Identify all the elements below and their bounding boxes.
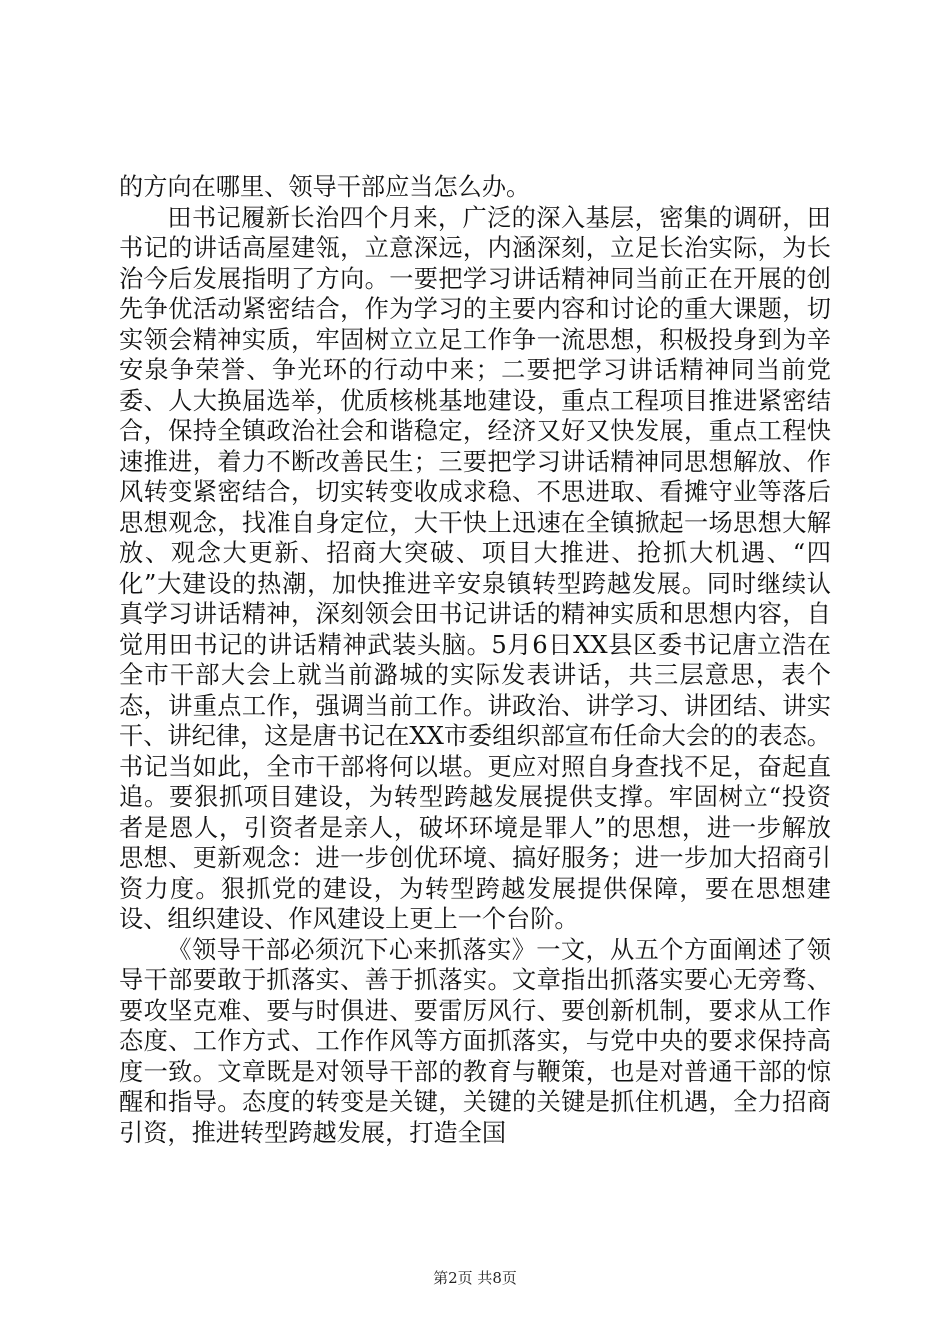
paragraph-speech-summary: 田书记履新长治四个月来，广泛的深入基层，密集的调研，田书记的讲话高屋建瓴，立意深远，内涵深刻，立足长治实际，为长治今后发展指明了方向。一要把学习讲话精神同当前正在开展的创先争优活动紧密结合，作为学习的主要内容和讨论的重大课题，切实领会精神实质，牢固树立立足工作争一流思想，积极投身到为辛安泉争荣誉、争光环的行动中来；二要把学习讲话精神同当前党委、人大换届选举，优质核桃基地建设，重点工程项目推进紧密结合，保持全镇政治社会和谐稳定，经济又好又快发展，重点工程快速推进，着力不断改善民生；三要把学习讲话精神同思想解放、作风转变紧密结合，切实转变收成求稳、不思进取、看摊守业等落后思想观念，找准自身定位，大干快上迅速在全镇掀起一场思想大解放、观念大更新、招商大突破、项目大推进、抢抓大机遇、“四化”大建设的热潮，加快推进辛安泉镇转型跨越发展。同时继续认真学习讲话精神，深刻领会田书记讲话的精神实质和思想内容，自觉用田书记的讲话精神武装头脑。5月6日XX县区委书记唐立浩在全市干部大会上就当前潞城的实际发表讲话，共三层意思，表个态，讲重点工作，强调当前工作。讲政治、讲学习、讲团结、讲实干、讲纪律，这是唐书记在XX市委组织部宣布任命大会的的表态。书记当如此，全市干部将何以堪。更应对照自身查找不足，奋起直追。要狠抓项目建设，为转型跨越发展提供支撑。牢固树立“投资者是恩人，引资者是亲人，破坏环境是罪人”的思想，进一步解放思想、更新观念：进一步创优环境、搞好服务；进一步加大招商引资力度。狠抓党的建设，为转型跨越发展提供保障，要在思想建设、组织建设、作风建设上更上一个台阶。 — [119, 203, 831, 933]
page-number-footer: 第2页 共8页 — [433, 1269, 517, 1287]
paragraph-article-review: 《领导干部必须沉下心来抓落实》一文，从五个方面阐述了领导干部要敢于抓落实、善于抓落实。文章指出抓落实要心无旁骛、要攻坚克难、要与时俱进、要雷厉风行、要创新机制，要求从工作态度、工作方式、工作作风等方面抓落实，与党中央的要求保持高度一致。文章既是对领导干部的教育与鞭策，也是对普通干部的惊醒和指导。态度的转变是关键，关键的关键是抓住机遇，全力招商引资，推进转型跨越发展，打造全国 — [119, 935, 831, 1147]
document-body — [119, 172, 831, 1148]
paragraph-continuation: 的方向在哪里、领导干部应当怎么办。 — [119, 173, 531, 201]
